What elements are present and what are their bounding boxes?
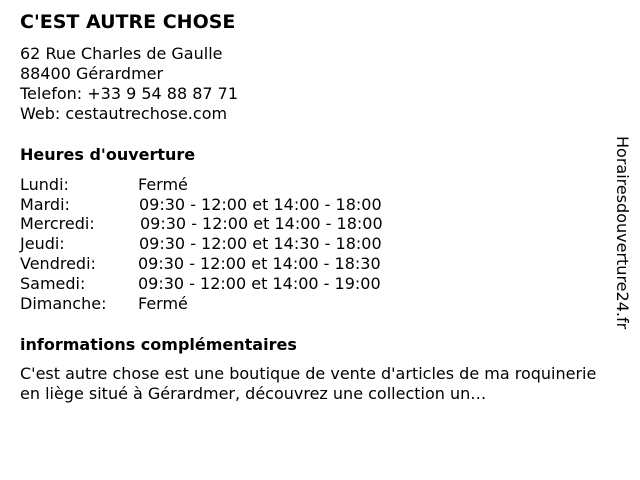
phone-line: Telefon: +33 9 54 88 87 71 bbox=[20, 84, 239, 103]
watermark bbox=[612, 136, 632, 346]
address-line-1: 62 Rue Charles de Gaulle bbox=[20, 44, 223, 63]
day-label: Mercredi: bbox=[20, 214, 95, 233]
day-hours: 09:30 - 12:00 et 14:00 - 19:00 bbox=[138, 274, 381, 293]
day-label: Vendredi: bbox=[20, 254, 96, 273]
day-label: Samedi: bbox=[20, 274, 86, 293]
info-description: C'est autre chose est une boutique de vente d'articles de ma roquinerie en liège situé à Gérardmer, découvrez une collection un… bbox=[20, 364, 597, 403]
address-line-2: 88400 Gérardmer bbox=[20, 64, 164, 83]
day-label: Lundi: bbox=[20, 175, 69, 194]
day-label: Mardi: bbox=[20, 195, 70, 214]
business-name: C'EST AUTRE CHOSE bbox=[20, 11, 236, 33]
day-hours: Fermé bbox=[138, 294, 188, 313]
day-hours: 09:30 - 12:00 et 14:00 - 18:00 bbox=[139, 195, 382, 214]
day-hours: Fermé bbox=[138, 175, 188, 194]
day-hours: 09:30 - 12:00 et 14:00 - 18:00 bbox=[140, 214, 383, 233]
day-label: Jeudi: bbox=[20, 234, 65, 253]
info-heading: informations complémentaires bbox=[20, 335, 297, 354]
web-line: Web: cestautrechose.com bbox=[20, 104, 228, 123]
day-label: Dimanche: bbox=[20, 294, 107, 313]
watermark-text: Horairesdouverture24.fr bbox=[613, 136, 632, 330]
day-hours: 09:30 - 12:00 et 14:30 - 18:00 bbox=[139, 234, 382, 253]
day-hours: 09:30 - 12:00 et 14:00 - 18:30 bbox=[138, 254, 381, 273]
hours-heading: Heures d'ouverture bbox=[20, 145, 196, 164]
